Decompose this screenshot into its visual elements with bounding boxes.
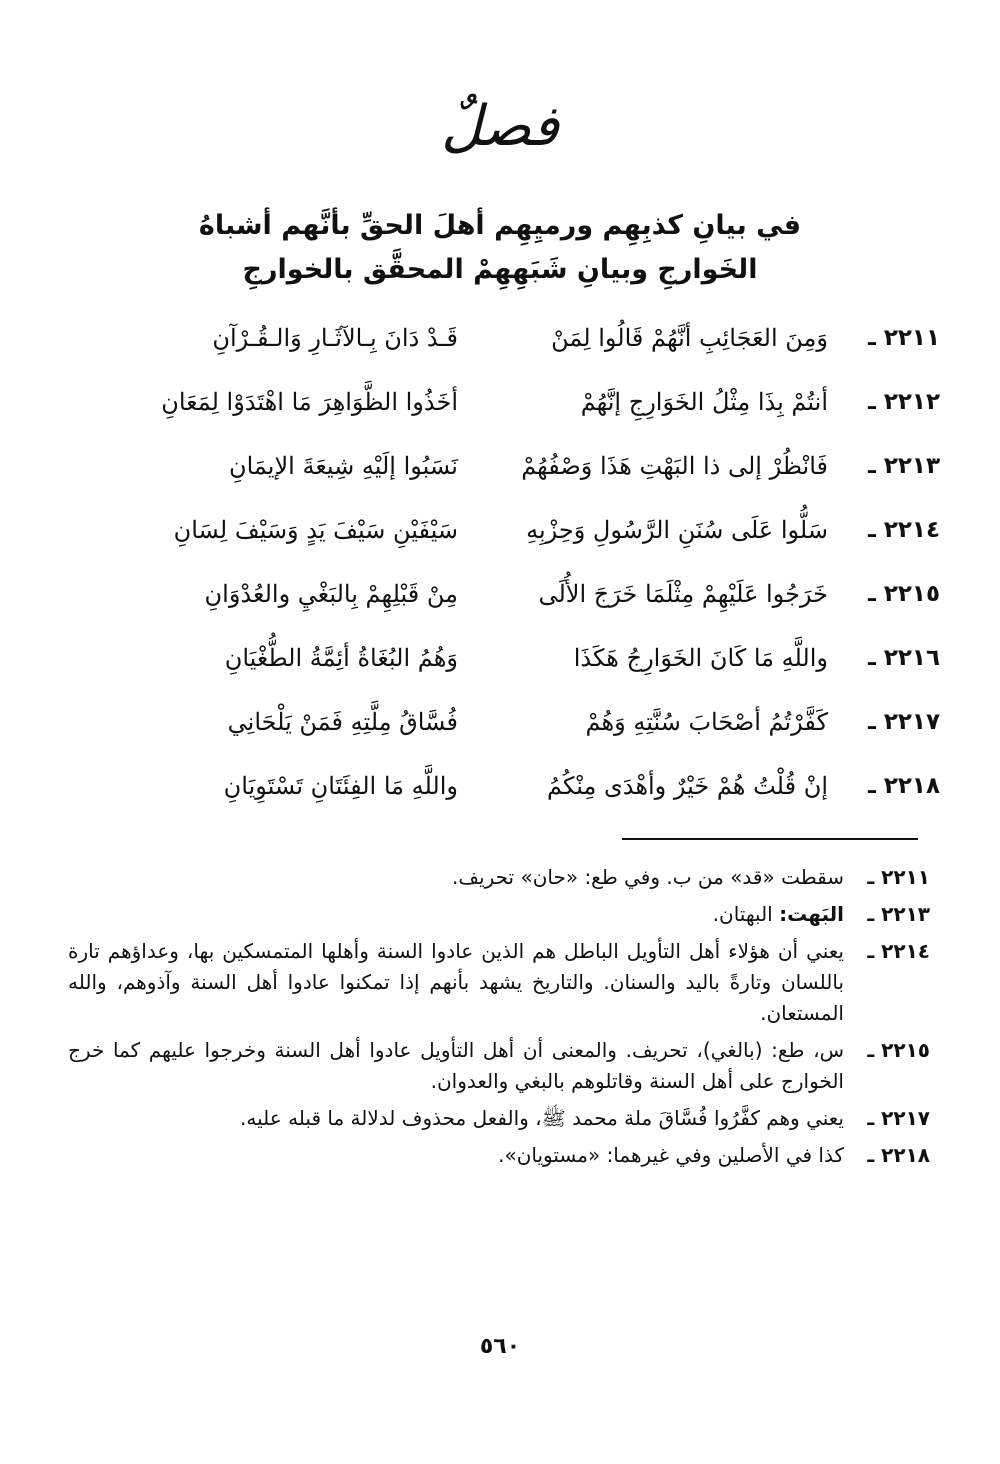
verse-second-hemistich: أخَذُوا الظَّوَاهِرَ مَا اهْتَدَوْا لِمَعَانِ bbox=[161, 388, 458, 416]
footnote-text bbox=[68, 1140, 844, 1171]
verse-second-hemistich: مِنْ قَبْلِهِمْ بِالبَغْيِ والعُدْوَانِ bbox=[204, 580, 458, 608]
verse-number: ٢٢١٦ ـ bbox=[867, 645, 940, 671]
verse-row bbox=[60, 434, 940, 498]
verse-row bbox=[60, 690, 940, 754]
footnote-body: يعني وهم كفَّرُوا فُسَّاقَ ملة محمد ﷺ، والفعل محذوف لدلالة ما قبله عليه. bbox=[240, 1106, 844, 1130]
chapter-heading bbox=[60, 204, 940, 292]
verse-number: ٢٢١٣ ـ bbox=[867, 453, 940, 479]
heading-line-1: في بيانِ كذبِهِم ورميِهِم أهلَ الحقِّ بأنَّهم أشباهُ bbox=[198, 210, 802, 241]
footnote-text bbox=[68, 899, 844, 930]
verse-row bbox=[60, 562, 940, 626]
verse-number: ٢٢١١ ـ bbox=[867, 325, 940, 351]
footnote-text bbox=[68, 1035, 844, 1097]
verse-first-hemistich: واللَّهِ مَا كَانَ الخَوَارِجُ هَكَذَا bbox=[573, 644, 828, 672]
footnote-body: البهتان. bbox=[712, 902, 780, 926]
verse-first-hemistich: فَانْظُرْ إلى ذا البَهْتِ هَذَا وَصْفُهُمْ bbox=[521, 452, 828, 480]
footnote bbox=[68, 1035, 930, 1097]
verse-row bbox=[60, 754, 940, 818]
footnote-text bbox=[68, 1103, 844, 1134]
verse-row bbox=[60, 306, 940, 370]
footnote-text bbox=[68, 936, 844, 1029]
footnote-number: ٢٢١٧ ـ bbox=[867, 1106, 930, 1130]
footnote-number: ٢٢١١ ـ bbox=[867, 865, 930, 889]
verse-number: ٢٢١٨ ـ bbox=[867, 773, 940, 799]
verse-second-hemistich: قَـدْ دَانَ بِـالآثَـارِ وَالـقُـرْآنِ bbox=[212, 324, 458, 352]
footnote-number: ٢٢١٤ ـ bbox=[867, 939, 930, 963]
footnote bbox=[68, 1140, 930, 1171]
verse-row bbox=[60, 370, 940, 434]
verse-row bbox=[60, 498, 940, 562]
verse-first-hemistich: إنْ قُلْتُ هُمْ خَيْرٌ وأهْدَى مِنْكُمُ bbox=[547, 772, 828, 800]
verse-second-hemistich: واللَّهِ مَا الفِئَتَانِ تَسْتَوِيَانِ bbox=[223, 772, 458, 800]
verse-second-hemistich: سَيْفَيْنِ سَيْفَ يَدٍ وَسَيْفَ لِسَانِ bbox=[173, 516, 458, 544]
footnote bbox=[68, 936, 930, 1029]
verse-number: ٢٢١٧ ـ bbox=[867, 709, 940, 735]
footnote-body: يعني أن هؤلاء أهل التأويل الباطل هم الذين عادوا السنة وأهلها المتمسكين بها، وعداؤهم تارة باللسان وتارةً باليد والسنان. والتاريخ يشهد بأنهم إذا تمكنوا عادوا أهل السنة وآذوهم، والله المستعان. bbox=[68, 939, 844, 1025]
verse-second-hemistich: وَهُمُ البُغَاةُ أئِمَّةُ الطُّغْيَانِ bbox=[224, 644, 458, 672]
verse-first-hemistich: خَرَجُوا عَلَيْهِمْ مِثْلَمَا خَرَجَ الأُلَى bbox=[538, 580, 828, 608]
verse-first-hemistich: وَمِنَ العَجَائِبِ أنَّهُمْ قَالُوا لِمَنْ bbox=[551, 324, 828, 352]
footnote bbox=[68, 899, 930, 930]
footnote-divider bbox=[622, 838, 918, 840]
verse-first-hemistich: كَفَّرْتُمُ أصْحَابَ سُنَّتِهِ وَهُمْ bbox=[585, 708, 828, 736]
verse-number: ٢٢١٥ ـ bbox=[867, 581, 940, 607]
footnote-body: سقطت «قد» من ب. وفي طع: «حان» تحريف. bbox=[451, 865, 844, 889]
verse-first-hemistich: سَلُّوا عَلَى سُنَنِ الرَّسُولِ وَحِزْبِهِ bbox=[526, 516, 828, 544]
verse-second-hemistich: فُسَّاقُ مِلَّتِهِ فَمَنْ يَلْحَانِي bbox=[227, 708, 458, 736]
footnote-number: ٢٢١٣ ـ bbox=[867, 902, 930, 926]
footnote-text bbox=[68, 862, 844, 893]
footnote-key: البَهت: bbox=[779, 902, 844, 926]
footnote-number: ٢٢١٥ ـ bbox=[867, 1038, 930, 1062]
verse-row bbox=[60, 626, 940, 690]
footnote-body: كذا في الأصلين وفي غيرهما: «مستويان». bbox=[498, 1143, 844, 1167]
verse-first-hemistich: أنتُمْ بِذَا مِثْلُ الخَوَارِجِ إنَّهُمْ bbox=[580, 388, 828, 416]
footnote-body: س، طع: (بالغي)، تحريف. والمعنى أن أهل التأويل عادوا أهل السنة وخرجوا عليهم كما خرج الخوارج على أهل السنة وقاتلوهم بالبغي والعدوان. bbox=[68, 1038, 844, 1093]
section-title: فصلٌ bbox=[441, 94, 559, 159]
heading-line-2: الخَوارجِ وبيانِ شَبَهِهِمْ المحقَّق بالخوارجِ bbox=[242, 254, 758, 285]
footnotes bbox=[68, 862, 930, 1177]
footnote-number: ٢٢١٨ ـ bbox=[867, 1143, 930, 1167]
verse-number: ٢٢١٤ ـ bbox=[867, 517, 940, 543]
footnote bbox=[68, 1103, 930, 1134]
verse-number: ٢٢١٢ ـ bbox=[867, 389, 940, 415]
page-number: ٥٦٠ bbox=[479, 1334, 521, 1359]
verse-second-hemistich: نَسَبُوا إلَيْهِ شِيعَةَ الإيمَانِ bbox=[228, 452, 458, 480]
footnote bbox=[68, 862, 930, 893]
poem-verses bbox=[60, 306, 940, 818]
